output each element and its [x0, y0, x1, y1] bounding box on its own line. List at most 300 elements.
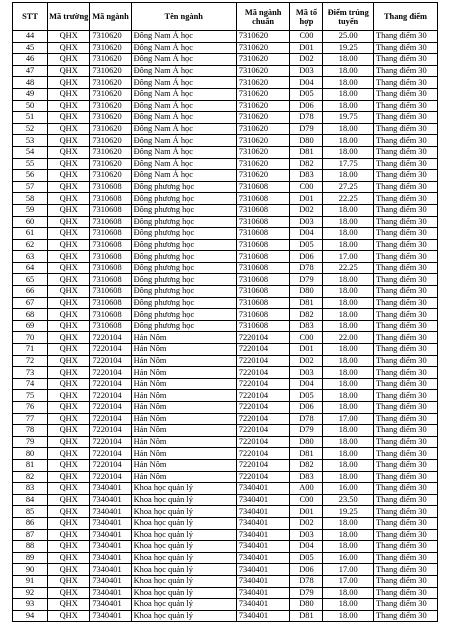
cell-thang-diem: Thang điểm 30 [373, 274, 437, 286]
cell-ma-truong: QHX [48, 42, 90, 54]
cell-thang-diem: Thang điểm 30 [373, 216, 437, 228]
table-row [13, 564, 438, 576]
cell-ma-nganh: 7310608 [90, 262, 131, 274]
cell-ma-to-hop: D05 [290, 239, 323, 251]
cell-diem-trung-tuyen: 18.00 [323, 228, 374, 240]
cell-ma-to-hop: D79 [290, 587, 323, 599]
cell-ma-to-hop: D04 [290, 77, 323, 89]
table-row [13, 332, 438, 344]
cell-ma-nganh: 7310620 [90, 42, 131, 54]
cell-thang-diem: Thang điểm 30 [373, 471, 437, 483]
cell-ten-nganh: Đông phương học [131, 251, 236, 263]
cell-diem-trung-tuyen: 18.00 [323, 541, 374, 553]
cell-ma-nganh-chuan: 7310620 [236, 88, 290, 100]
cell-ma-nganh-chuan: 7340401 [236, 483, 290, 495]
table-row [13, 216, 438, 228]
cell-thang-diem: Thang điểm 30 [373, 332, 437, 344]
cell-ma-nganh-chuan: 7340401 [236, 575, 290, 587]
cell-diem-trung-tuyen: 18.00 [323, 367, 374, 379]
cell-ma-nganh: 7310620 [90, 31, 131, 43]
cell-ma-truong: QHX [48, 274, 90, 286]
cell-ma-truong: QHX [48, 436, 90, 448]
cell-ma-nganh-chuan: 7310608 [236, 181, 290, 193]
cell-ma-to-hop: D80 [290, 135, 323, 147]
cell-ma-nganh-chuan: 7310620 [236, 65, 290, 77]
cell-stt: 49 [13, 88, 48, 100]
table-row [13, 158, 438, 170]
cell-thang-diem: Thang điểm 30 [373, 204, 437, 216]
cell-ten-nganh: Đông Nam Á học [131, 54, 236, 66]
cell-thang-diem: Thang điểm 30 [373, 459, 437, 471]
cell-ma-nganh: 7340401 [90, 599, 131, 611]
cell-ten-nganh: Khoa học quản lý [131, 610, 236, 622]
cell-stt: 47 [13, 65, 48, 77]
cell-ma-to-hop: D02 [290, 517, 323, 529]
cell-ma-nganh: 7340401 [90, 564, 131, 576]
cell-ma-truong: QHX [48, 459, 90, 471]
cell-stt: 82 [13, 471, 48, 483]
cell-stt: 48 [13, 77, 48, 89]
cell-thang-diem: Thang điểm 30 [373, 575, 437, 587]
cell-ma-truong: QHX [48, 587, 90, 599]
cell-stt: 92 [13, 587, 48, 599]
cell-ma-truong: QHX [48, 54, 90, 66]
cell-ma-nganh-chuan: 7310620 [236, 170, 290, 182]
cell-ma-to-hop: D83 [290, 320, 323, 332]
cell-ma-nganh: 7220104 [90, 378, 131, 390]
cell-ma-nganh-chuan: 7220104 [236, 344, 290, 356]
cell-ten-nganh: Đông phương học [131, 297, 236, 309]
cell-thang-diem: Thang điểm 30 [373, 320, 437, 332]
table-row [13, 448, 438, 460]
cell-ma-truong: QHX [48, 65, 90, 77]
cell-stt: 85 [13, 506, 48, 518]
cell-ma-truong: QHX [48, 123, 90, 135]
cell-thang-diem: Thang điểm 30 [373, 448, 437, 460]
cell-ma-truong: QHX [48, 413, 90, 425]
cell-ma-to-hop: D01 [290, 506, 323, 518]
cell-ten-nganh: Hán Nôm [131, 355, 236, 367]
cell-ma-nganh: 7310608 [90, 297, 131, 309]
cell-stt: 61 [13, 228, 48, 240]
table-row [13, 100, 438, 112]
table-row [13, 402, 438, 414]
cell-ma-to-hop: D01 [290, 344, 323, 356]
cell-ma-nganh-chuan: 7220104 [236, 448, 290, 460]
cell-ma-truong: QHX [48, 193, 90, 205]
table-row [13, 286, 438, 298]
cell-ma-to-hop: D80 [290, 599, 323, 611]
cell-ten-nganh: Đông Nam Á học [131, 77, 236, 89]
cell-stt: 57 [13, 181, 48, 193]
cell-ma-to-hop: D79 [290, 425, 323, 437]
cell-ten-nganh: Hán Nôm [131, 448, 236, 460]
cell-ma-to-hop: D05 [290, 552, 323, 564]
cell-ten-nganh: Đông Nam Á học [131, 100, 236, 112]
cell-thang-diem: Thang điểm 30 [373, 355, 437, 367]
cell-stt: 80 [13, 448, 48, 460]
cell-ten-nganh: Khoa học quản lý [131, 541, 236, 553]
cell-ma-to-hop: D06 [290, 564, 323, 576]
cell-ma-nganh-chuan: 7310620 [236, 123, 290, 135]
cell-ma-to-hop: D82 [290, 309, 323, 321]
cell-ma-nganh: 7340401 [90, 587, 131, 599]
cell-ten-nganh: Đông Nam Á học [131, 135, 236, 147]
cell-ma-to-hop: D81 [290, 610, 323, 622]
cell-thang-diem: Thang điểm 30 [373, 378, 437, 390]
cell-ma-to-hop: D81 [290, 146, 323, 158]
cell-ma-nganh-chuan: 7310608 [236, 274, 290, 286]
table-row [13, 112, 438, 124]
cell-ten-nganh: Khoa học quản lý [131, 494, 236, 506]
cell-ma-truong: QHX [48, 170, 90, 182]
cell-ma-truong: QHX [48, 31, 90, 43]
cell-diem-trung-tuyen: 19.25 [323, 506, 374, 518]
cell-ma-truong: QHX [48, 332, 90, 344]
header-ma-nganh-chuan: Mã ngành chuẩn [236, 3, 290, 31]
cell-diem-trung-tuyen: 17.00 [323, 251, 374, 263]
table-row [13, 541, 438, 553]
cell-ma-to-hop: C00 [290, 181, 323, 193]
cell-ma-nganh: 7220104 [90, 471, 131, 483]
cell-ma-nganh-chuan: 7340401 [236, 529, 290, 541]
cell-diem-trung-tuyen: 18.00 [323, 355, 374, 367]
cell-ma-nganh-chuan: 7310620 [236, 112, 290, 124]
cell-ma-nganh: 7340401 [90, 494, 131, 506]
table-row [13, 77, 438, 89]
cell-ten-nganh: Hán Nôm [131, 402, 236, 414]
cell-ma-to-hop: D06 [290, 251, 323, 263]
table-row [13, 355, 438, 367]
cell-ma-truong: QHX [48, 146, 90, 158]
cell-thang-diem: Thang điểm 30 [373, 309, 437, 321]
cell-ma-nganh-chuan: 7220104 [236, 332, 290, 344]
cell-ma-nganh: 7220104 [90, 436, 131, 448]
cell-ma-nganh: 7310608 [90, 239, 131, 251]
cell-thang-diem: Thang điểm 30 [373, 425, 437, 437]
cell-ma-truong: QHX [48, 610, 90, 622]
cell-ma-nganh-chuan: 7340401 [236, 610, 290, 622]
cell-ma-to-hop: D79 [290, 123, 323, 135]
cell-thang-diem: Thang điểm 30 [373, 239, 437, 251]
cell-ma-to-hop: D82 [290, 459, 323, 471]
cell-diem-trung-tuyen: 18.00 [323, 471, 374, 483]
cell-ten-nganh: Đông Nam Á học [131, 31, 236, 43]
table-row [13, 587, 438, 599]
cell-ma-nganh-chuan: 7310620 [236, 77, 290, 89]
cell-diem-trung-tuyen: 22.25 [323, 193, 374, 205]
table-row [13, 367, 438, 379]
cell-ten-nganh: Hán Nôm [131, 459, 236, 471]
cell-ma-to-hop: D03 [290, 367, 323, 379]
cell-diem-trung-tuyen: 23.50 [323, 494, 374, 506]
cell-ma-nganh-chuan: 7340401 [236, 552, 290, 564]
cell-ma-nganh: 7310608 [90, 193, 131, 205]
cell-ma-truong: QHX [48, 228, 90, 240]
cell-diem-trung-tuyen: 18.00 [323, 517, 374, 529]
table-row [13, 31, 438, 43]
cell-ma-to-hop: D05 [290, 390, 323, 402]
cell-ma-nganh-chuan: 7310620 [236, 100, 290, 112]
cell-stt: 86 [13, 517, 48, 529]
table-row [13, 170, 438, 182]
cell-stt: 64 [13, 262, 48, 274]
cell-ma-nganh-chuan: 7310620 [236, 146, 290, 158]
cell-thang-diem: Thang điểm 30 [373, 506, 437, 518]
cell-ma-nganh: 7340401 [90, 483, 131, 495]
table-row [13, 135, 438, 147]
cell-ma-to-hop: D79 [290, 274, 323, 286]
cell-diem-trung-tuyen: 18.00 [323, 54, 374, 66]
cell-ten-nganh: Đông Nam Á học [131, 42, 236, 54]
cell-thang-diem: Thang điểm 30 [373, 599, 437, 611]
cell-ma-nganh: 7310608 [90, 251, 131, 263]
cell-thang-diem: Thang điểm 30 [373, 100, 437, 112]
cell-diem-trung-tuyen: 18.00 [323, 599, 374, 611]
cell-ten-nganh: Đông phương học [131, 274, 236, 286]
cell-ma-truong: QHX [48, 320, 90, 332]
cell-thang-diem: Thang điểm 30 [373, 251, 437, 263]
cell-ten-nganh: Hán Nôm [131, 413, 236, 425]
cell-ma-nganh-chuan: 7340401 [236, 587, 290, 599]
cell-thang-diem: Thang điểm 30 [373, 587, 437, 599]
cell-ma-truong: QHX [48, 112, 90, 124]
cell-ma-truong: QHX [48, 344, 90, 356]
cell-ma-to-hop: D01 [290, 42, 323, 54]
cell-diem-trung-tuyen: 22.00 [323, 332, 374, 344]
cell-stt: 69 [13, 320, 48, 332]
table-row [13, 123, 438, 135]
cell-ten-nganh: Khoa học quản lý [131, 552, 236, 564]
cell-ma-truong: QHX [48, 575, 90, 587]
cell-ma-truong: QHX [48, 425, 90, 437]
cell-stt: 46 [13, 54, 48, 66]
cell-ten-nganh: Đông phương học [131, 216, 236, 228]
cell-ten-nganh: Đông phương học [131, 320, 236, 332]
cell-ten-nganh: Đông phương học [131, 181, 236, 193]
cell-diem-trung-tuyen: 18.00 [323, 146, 374, 158]
cell-ma-nganh-chuan: 7310608 [236, 262, 290, 274]
cell-diem-trung-tuyen: 18.00 [323, 123, 374, 135]
table-row [13, 297, 438, 309]
cell-ma-nganh-chuan: 7220104 [236, 402, 290, 414]
cell-stt: 66 [13, 286, 48, 298]
cell-diem-trung-tuyen: 22.25 [323, 262, 374, 274]
cell-ten-nganh: Hán Nôm [131, 378, 236, 390]
cell-thang-diem: Thang điểm 30 [373, 65, 437, 77]
table-row [13, 65, 438, 77]
cell-ma-truong: QHX [48, 506, 90, 518]
table-row [13, 425, 438, 437]
cell-ten-nganh: Đông phương học [131, 228, 236, 240]
cell-stt: 44 [13, 31, 48, 43]
header-ma-truong: Mã trường [48, 3, 90, 31]
table-row [13, 506, 438, 518]
cell-ma-nganh: 7340401 [90, 541, 131, 553]
cell-diem-trung-tuyen: 18.00 [323, 239, 374, 251]
cell-thang-diem: Thang điểm 30 [373, 181, 437, 193]
cell-ma-truong: QHX [48, 77, 90, 89]
cell-ma-nganh-chuan: 7310608 [236, 216, 290, 228]
table-row [13, 471, 438, 483]
cell-ma-truong: QHX [48, 402, 90, 414]
cell-ma-nganh: 7340401 [90, 529, 131, 541]
cell-thang-diem: Thang điểm 30 [373, 228, 437, 240]
cell-ma-to-hop: C00 [290, 332, 323, 344]
cell-stt: 65 [13, 274, 48, 286]
cell-stt: 72 [13, 355, 48, 367]
cell-stt: 56 [13, 170, 48, 182]
cell-diem-trung-tuyen: 18.00 [323, 135, 374, 147]
table-row [13, 274, 438, 286]
cell-stt: 62 [13, 239, 48, 251]
cell-ten-nganh: Khoa học quản lý [131, 587, 236, 599]
table-row [13, 54, 438, 66]
cell-ma-to-hop: D03 [290, 65, 323, 77]
cell-diem-trung-tuyen: 18.00 [323, 320, 374, 332]
cell-ma-to-hop: D81 [290, 448, 323, 460]
table-row [13, 181, 438, 193]
cell-ma-truong: QHX [48, 158, 90, 170]
cell-ma-truong: QHX [48, 88, 90, 100]
cell-ma-truong: QHX [48, 448, 90, 460]
cell-ten-nganh: Đông phương học [131, 286, 236, 298]
cell-ma-nganh: 7220104 [90, 332, 131, 344]
table-row [13, 390, 438, 402]
cell-stt: 89 [13, 552, 48, 564]
cell-ma-nganh: 7340401 [90, 517, 131, 529]
cell-ma-nganh-chuan: 7220104 [236, 459, 290, 471]
cell-ma-nganh-chuan: 7220104 [236, 425, 290, 437]
cell-ten-nganh: Đông phương học [131, 239, 236, 251]
cell-stt: 71 [13, 344, 48, 356]
cell-ma-to-hop: D02 [290, 54, 323, 66]
cell-thang-diem: Thang điểm 30 [373, 31, 437, 43]
cell-ten-nganh: Đông Nam Á học [131, 65, 236, 77]
cell-ten-nganh: Đông phương học [131, 193, 236, 205]
cell-ma-nganh: 7220104 [90, 390, 131, 402]
cell-diem-trung-tuyen: 18.00 [323, 390, 374, 402]
cell-thang-diem: Thang điểm 30 [373, 193, 437, 205]
cell-ma-truong: QHX [48, 262, 90, 274]
cell-ma-nganh: 7310620 [90, 88, 131, 100]
cell-ma-to-hop: D03 [290, 216, 323, 228]
table-row [13, 262, 438, 274]
cell-ma-to-hop: D04 [290, 228, 323, 240]
table-row [13, 483, 438, 495]
cell-stt: 94 [13, 610, 48, 622]
cell-thang-diem: Thang điểm 30 [373, 88, 437, 100]
cell-stt: 79 [13, 436, 48, 448]
cell-ma-truong: QHX [48, 471, 90, 483]
cell-ma-nganh-chuan: 7220104 [236, 390, 290, 402]
cell-ma-truong: QHX [48, 483, 90, 495]
cell-ma-nganh: 7310608 [90, 204, 131, 216]
cell-diem-trung-tuyen: 17.00 [323, 575, 374, 587]
cell-ma-truong: QHX [48, 216, 90, 228]
cell-ma-nganh-chuan: 7220104 [236, 436, 290, 448]
cell-ma-nganh-chuan: 7310608 [236, 239, 290, 251]
cell-ten-nganh: Khoa học quản lý [131, 599, 236, 611]
table-row [13, 552, 438, 564]
cell-ma-to-hop: D83 [290, 170, 323, 182]
cell-stt: 88 [13, 541, 48, 553]
cell-thang-diem: Thang điểm 30 [373, 170, 437, 182]
cell-ma-truong: QHX [48, 390, 90, 402]
cell-thang-diem: Thang điểm 30 [373, 610, 437, 622]
cell-ma-nganh: 7220104 [90, 367, 131, 379]
cell-ma-nganh: 7310620 [90, 65, 131, 77]
table-row [13, 413, 438, 425]
cell-ma-nganh-chuan: 7310620 [236, 135, 290, 147]
cell-ten-nganh: Đông phương học [131, 204, 236, 216]
table-row [13, 344, 438, 356]
table-row [13, 204, 438, 216]
cell-thang-diem: Thang điểm 30 [373, 146, 437, 158]
table-row [13, 251, 438, 263]
cell-ma-truong: QHX [48, 541, 90, 553]
cell-ma-nganh-chuan: 7310608 [236, 309, 290, 321]
cell-thang-diem: Thang điểm 30 [373, 541, 437, 553]
table-row [13, 42, 438, 54]
header-row [13, 3, 438, 31]
header-ma-to-hop: Mã tổ hợp [290, 3, 323, 31]
cell-diem-trung-tuyen: 18.00 [323, 529, 374, 541]
cell-diem-trung-tuyen: 18.00 [323, 170, 374, 182]
cell-thang-diem: Thang điểm 30 [373, 517, 437, 529]
table-row [13, 517, 438, 529]
table-row [13, 529, 438, 541]
cell-ma-nganh-chuan: 7220104 [236, 378, 290, 390]
table-row [13, 575, 438, 587]
cell-ma-nganh: 7220104 [90, 448, 131, 460]
cell-stt: 50 [13, 100, 48, 112]
cell-diem-trung-tuyen: 16.00 [323, 552, 374, 564]
cell-diem-trung-tuyen: 18.00 [323, 425, 374, 437]
cell-ma-nganh: 7310620 [90, 146, 131, 158]
cell-ten-nganh: Hán Nôm [131, 471, 236, 483]
admission-score-table [12, 2, 438, 622]
cell-thang-diem: Thang điểm 30 [373, 77, 437, 89]
cell-ma-truong: QHX [48, 355, 90, 367]
cell-ma-to-hop: D04 [290, 378, 323, 390]
cell-stt: 55 [13, 158, 48, 170]
cell-stt: 59 [13, 204, 48, 216]
cell-ma-to-hop: C00 [290, 494, 323, 506]
cell-diem-trung-tuyen: 18.00 [323, 286, 374, 298]
cell-ma-truong: QHX [48, 100, 90, 112]
cell-ma-truong: QHX [48, 564, 90, 576]
cell-ma-nganh: 7310608 [90, 274, 131, 286]
cell-ma-nganh: 7220104 [90, 402, 131, 414]
cell-stt: 70 [13, 332, 48, 344]
cell-ten-nganh: Đông phương học [131, 262, 236, 274]
cell-stt: 58 [13, 193, 48, 205]
cell-stt: 91 [13, 575, 48, 587]
cell-ma-nganh-chuan: 7310608 [236, 297, 290, 309]
cell-ma-nganh: 7310620 [90, 100, 131, 112]
cell-thang-diem: Thang điểm 30 [373, 158, 437, 170]
cell-ma-truong: QHX [48, 599, 90, 611]
cell-diem-trung-tuyen: 18.00 [323, 587, 374, 599]
cell-ma-nganh: 7310608 [90, 216, 131, 228]
cell-diem-trung-tuyen: 19.25 [323, 42, 374, 54]
header-stt: STT [13, 3, 48, 31]
cell-ma-nganh: 7310620 [90, 123, 131, 135]
cell-ma-truong: QHX [48, 367, 90, 379]
table-row [13, 193, 438, 205]
table-row [13, 146, 438, 158]
